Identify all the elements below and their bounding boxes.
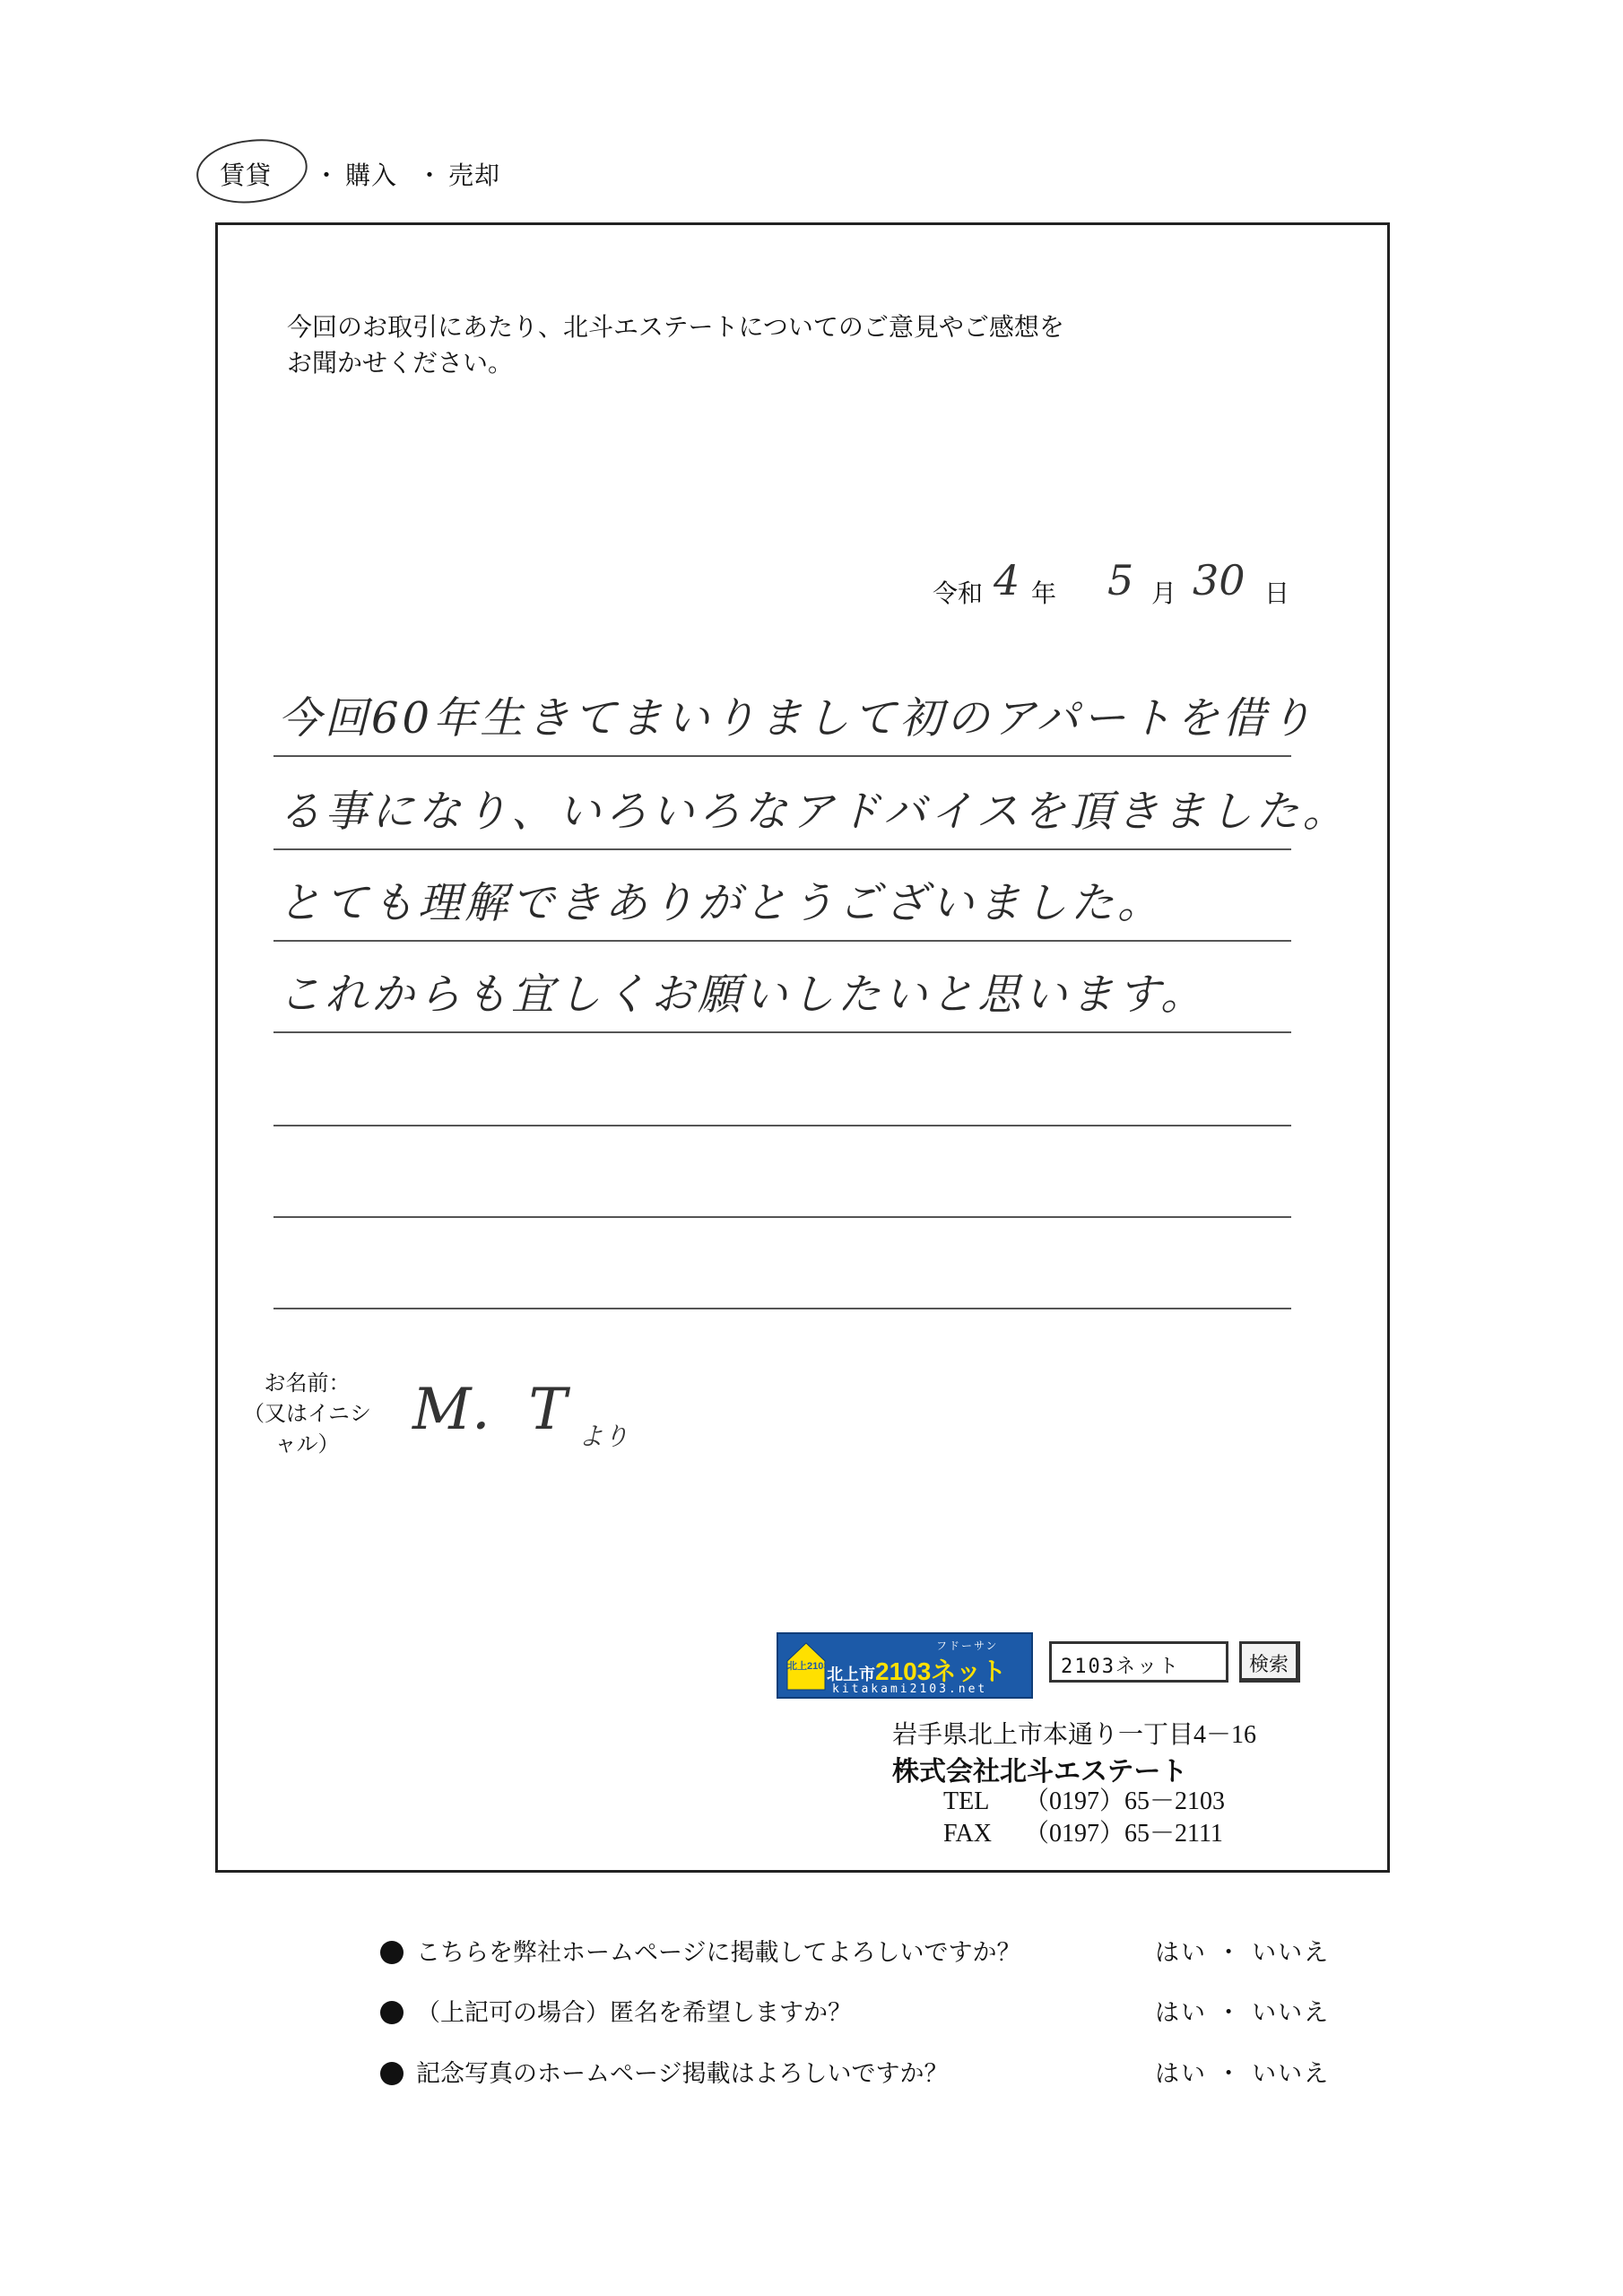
ruled-line bbox=[273, 848, 1291, 850]
bullet-icon bbox=[380, 2062, 404, 2085]
date-month-unit: 月 bbox=[1151, 578, 1177, 608]
logo-url: kitakami2103.net bbox=[832, 1683, 988, 1696]
ruled-line bbox=[273, 1216, 1291, 1218]
date-year-value: 4 bbox=[994, 556, 1020, 604]
date-day-unit: 日 bbox=[1264, 578, 1290, 608]
separator: ・ bbox=[417, 161, 444, 190]
ruled-line bbox=[273, 1125, 1291, 1126]
tel-number: （0197）65－2103 bbox=[1024, 1787, 1226, 1815]
bullet-icon bbox=[380, 2001, 404, 2024]
separator: ・ bbox=[314, 161, 341, 190]
name-suffix: より bbox=[578, 1422, 629, 1451]
name-value: M．T bbox=[412, 1377, 568, 1443]
company-fax bbox=[943, 1813, 1223, 1849]
comment-line-1: 今回60年生きてまいりまして初のアパートを借り bbox=[278, 693, 1316, 744]
question-text: 記念写真のホームページ掲載はよろしいですか？ bbox=[416, 2060, 949, 2088]
form-prompt bbox=[287, 309, 1273, 381]
date-era: 令和 bbox=[933, 578, 984, 608]
question-row bbox=[380, 2054, 948, 2089]
date-day-value: 30 bbox=[1193, 556, 1245, 604]
name-label-hint: （又はイニシャル） bbox=[242, 1401, 372, 1457]
ruled-line bbox=[273, 1031, 1291, 1033]
option-sell[interactable]: 売却 bbox=[448, 161, 501, 190]
fax-label: FAX bbox=[943, 1820, 992, 1848]
company-logo bbox=[777, 1632, 1033, 1699]
ruled-line bbox=[273, 755, 1291, 757]
name-label bbox=[233, 1368, 381, 1459]
bullet-icon bbox=[380, 1941, 404, 1964]
search-button: 検索 bbox=[1239, 1641, 1300, 1683]
logo-brand: 2103ネット bbox=[875, 1657, 1007, 1685]
answer-options[interactable]: はい ・ いいえ bbox=[1155, 2060, 1331, 2088]
prompt-line: お聞かせください。 bbox=[287, 348, 514, 378]
company-address: 岩手県北上市本通り一丁目4－16 bbox=[892, 1721, 1257, 1749]
option-rent[interactable]: 賃貸 bbox=[220, 161, 273, 190]
comment-line-3: とても理解できありがとうございました。 bbox=[278, 878, 1165, 928]
date-month-value: 5 bbox=[1107, 556, 1134, 604]
question-text: こちらを弊社ホームページに掲載してよろしいですか？ bbox=[416, 1939, 1021, 1967]
feedback-form-box bbox=[215, 222, 1390, 1873]
logo-prefix: 北上市 bbox=[827, 1665, 875, 1683]
answer-options[interactable]: はい ・ いいえ bbox=[1155, 1999, 1331, 2027]
company-tel bbox=[943, 1781, 1225, 1817]
ruled-line bbox=[273, 1308, 1291, 1309]
search-keyword-box: 2103ネット bbox=[1049, 1641, 1228, 1683]
name-label-text: お名前： bbox=[264, 1370, 351, 1396]
question-row bbox=[380, 1993, 852, 2028]
question-text: （上記可の場合）匿名を希望しますか？ bbox=[416, 1999, 852, 2027]
date-year-unit: 年 bbox=[1031, 578, 1057, 608]
ruled-line bbox=[273, 940, 1291, 942]
logo-ruby: フドーサン bbox=[936, 1639, 999, 1652]
prompt-line: 今回のお取引にあたり、北斗エステートについてのご意見やご感想を bbox=[287, 312, 1064, 342]
comment-line-2: る事になり、いろいろなアドバイスを頂きました。 bbox=[278, 787, 1350, 837]
fax-number: （0197）65－2111 bbox=[1024, 1820, 1223, 1848]
comment-line-4: これからも宜しくお願いしたいと思います。 bbox=[278, 970, 1208, 1020]
answer-options[interactable]: はい ・ いいえ bbox=[1155, 1939, 1331, 1967]
company-name: 株式会社北斗エステート bbox=[892, 1757, 1188, 1787]
tel-label: TEL bbox=[943, 1787, 990, 1815]
option-purchase[interactable]: 購入 bbox=[345, 161, 398, 190]
question-row bbox=[380, 1933, 1020, 1968]
logo-house-text: 北上2103 bbox=[787, 1661, 829, 1672]
